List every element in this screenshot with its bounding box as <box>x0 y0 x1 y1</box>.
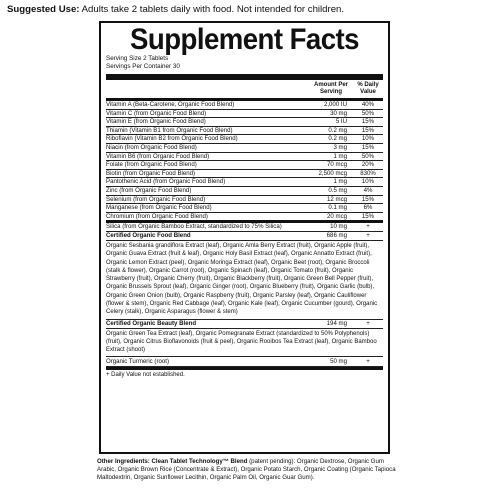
beauty-blend-ingredients: Organic Green Tea Extract (leaf), Organic Pomegranate Extract (standardized to 50% Polyphenols) (fruit), Organic Citrus Bioflavonoids (fruit & peel), Organic Rooibos Tea Extract (leaf), Organic Bamboo Extract (shoot) <box>106 329 383 358</box>
supplement-facts-panel <box>99 21 390 454</box>
nutrient-row <box>106 196 383 205</box>
nutrient-dv: 6% <box>363 204 373 212</box>
beauty-blend-header <box>106 320 383 329</box>
other-ingredients <box>97 458 397 481</box>
nutrient-name: Pantothenic Acid (from Organic Food Blend) <box>106 178 226 186</box>
nutrient-name: Niacin (from Organic Food Blend) <box>106 143 197 151</box>
nutrient-amount: 10 mg <box>330 223 347 231</box>
nutrient-name: Zinc (from Organic Food Blend) <box>106 186 192 194</box>
nutrient-name: Vitamin C (from Organic Food Blend) <box>106 109 207 117</box>
turmeric-row <box>106 357 383 367</box>
nutrient-dv: 15% <box>361 195 375 203</box>
nutrient-amount: 2,000 IU <box>323 101 347 108</box>
nutrient-amount: 5 IU <box>335 118 347 126</box>
nutrient-dv: 830% <box>360 169 376 177</box>
nutrient-name: Manganese (from Organic Food Blend) <box>106 204 212 212</box>
panel-title: Supplement Facts <box>130 23 359 56</box>
nutrient-dv: + <box>366 223 370 231</box>
nutrient-row <box>106 213 383 221</box>
suggested-use <box>7 4 495 15</box>
nutrient-name: Vitamin E (from Organic Food Blend) <box>106 118 206 126</box>
nutrient-dv: 10% <box>361 178 375 186</box>
suggested-use-text: Adults take 2 tablets daily with food. Not intended for children. <box>81 4 345 15</box>
nutrient-amount: 2,500 mcg <box>318 169 347 177</box>
nutrient-row <box>106 204 383 213</box>
other-ingredients-label: Other Ingredients: Clean Tablet Technology™ Blend <box>97 458 248 465</box>
nutrient-amount: 0.2 mg <box>328 135 347 143</box>
nutrient-name: Chromium (from Organic Food Blend) <box>106 212 208 220</box>
blend-name: Certified Organic Beauty Blend <box>106 319 197 327</box>
nutrient-dv: 15% <box>361 212 375 220</box>
silica-row <box>106 223 383 232</box>
nutrient-dv: 40% <box>361 101 375 108</box>
nutrient-amount: 3 mg <box>333 143 347 151</box>
nutrient-name: Vitamin B6 (from Organic Food Blend) <box>106 152 210 160</box>
nutrient-row <box>106 187 383 196</box>
nutrient-dv: 15% <box>361 126 375 134</box>
nutrient-list <box>106 101 383 220</box>
nutrient-row <box>106 170 383 179</box>
food-blend-header <box>106 232 383 241</box>
nutrient-row <box>106 118 383 127</box>
nutrient-amount: 1 mg <box>333 152 347 160</box>
other-ingredients-text: (patent pending): Organic Dextrose, Organic Gum Arabic, Organic Brown Rice (Concentrate & Extract), Organic Potato Starch, Organic Coating (Organic Tapioca Maltodextrin, Organic Sunflower Lecithin, Organic Palm Oil, Organic Guar Gum). <box>97 458 396 481</box>
blend-dv: + <box>366 231 370 239</box>
nutrient-name: Selenium (from Organic Food Blend) <box>106 195 206 203</box>
nutrient-row <box>106 153 383 162</box>
blend-amount: 686 mg <box>326 231 347 239</box>
servings-per-container: Servings Per Container 30 <box>106 63 180 70</box>
nutrient-row <box>106 127 383 136</box>
amount-header: Amount Per Serving <box>313 82 348 95</box>
nutrient-dv: 4% <box>363 186 373 194</box>
nutrient-name: Organic Turmeric (root) <box>106 358 169 366</box>
footnote: + Daily Value not established. <box>106 372 185 379</box>
nutrient-row <box>106 144 383 153</box>
blend-name: Certified Organic Food Blend <box>106 231 191 239</box>
nutrient-dv: 50% <box>361 109 375 117</box>
nutrient-amount: 30 mg <box>330 109 347 117</box>
nutrient-row <box>106 161 383 170</box>
serving-size: Serving Size 2 Tablets <box>106 55 169 62</box>
nutrient-amount: 50 mg <box>330 358 347 366</box>
nutrient-name: Vitamin A (Beta-Carotene, Organic Food Blend) <box>106 101 235 108</box>
nutrient-amount: 70 mcg <box>327 161 347 169</box>
nutrient-dv: + <box>366 358 370 366</box>
nutrient-amount: 0.1 mg <box>328 204 347 212</box>
dv-header: % Daily Value <box>357 82 379 95</box>
nutrient-amount: 12 mcg <box>327 195 347 203</box>
nutrient-amount: 20 mcg <box>327 212 347 220</box>
nutrient-name: Riboflavin (Vitamin B2 from Organic Food Blend) <box>106 135 238 143</box>
nutrient-row <box>106 135 383 144</box>
nutrient-row <box>106 110 383 119</box>
nutrient-name: Silica (from Organic Bamboo Extract, standardized to 75% Silica) <box>106 223 282 231</box>
nutrient-dv: 15% <box>361 143 375 151</box>
nutrient-row <box>106 178 383 187</box>
nutrient-name: Folate (from Organic Food Blend) <box>106 161 197 169</box>
nutrient-name: Thiamin (Vitamin B1 from Organic Food Blend) <box>106 126 233 134</box>
blend-amount: 194 mg <box>326 319 347 327</box>
nutrient-dv: 20% <box>361 161 375 169</box>
nutrient-dv: 15% <box>361 118 375 126</box>
nutrient-amount: 1 mg <box>333 178 347 186</box>
suggested-use-label: Suggested Use: <box>7 4 80 15</box>
column-header <box>106 80 383 98</box>
blend-dv: + <box>366 319 370 327</box>
food-blend-ingredients: Organic Sesbania grandiflora Extract (leaf), Organic Amla Berry Extract (fruit), Organic Apple (fruit), Organic Guava Extract (fruit & leaf), Organic Holy Basil Extract (leaf), Organic Annatto Extract (fruit), Organic Lemon Extract (peel), Organic Moringa Extract (leaf), Organic Beet (root), Organic Broccoli (stalk & flower), Organic Carrot (root), Organic Spinach (leaf), Organic Tomato (fruit), Organic Strawberry (fruit), Organic Cherry (fruit), Organic Blackberry (fruit), Organic Green Bell Pepper (fruit), Organic Brussels Sprout (leaf), Organic Ginger (root), Organic Blueberry (fruit), Organic Garlic (bulb), Organic Green Onion (bulb), Organic Raspberry (fruit), Organic Parsley (leaf), Organic Cauliflower (flower & stem), Organic Red Cabbage (leaf), Organic Kale (leaf), Organic Cucumber (gourd), Organic Celery (stalk), Organic Asparagus (flower & stem) <box>106 241 383 320</box>
nutrient-amount: 0.5 mg <box>328 186 347 194</box>
nutrient-name: Biotin (from Organic Food Blend) <box>106 169 196 177</box>
nutrient-dv: 10% <box>361 135 375 143</box>
nutrient-dv: 50% <box>361 152 375 160</box>
nutrient-row <box>106 101 383 110</box>
nutrient-amount: 0.2 mg <box>328 126 347 134</box>
